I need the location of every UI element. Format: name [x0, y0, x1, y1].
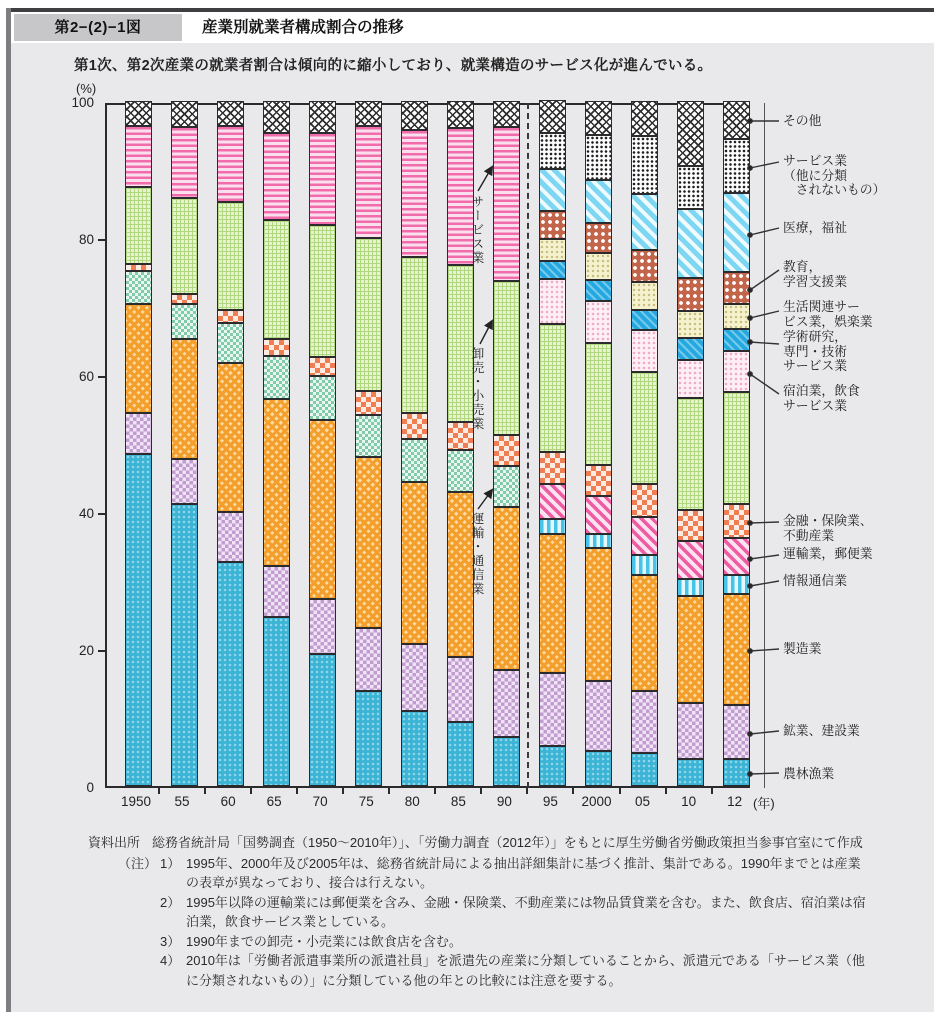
note-item-2 [160, 893, 870, 932]
x-axis-year-label: 70 [312, 794, 328, 809]
bar-segment [539, 169, 566, 211]
bar-segment [263, 101, 290, 133]
bar-segment [355, 126, 382, 238]
legend-item-ict: 情報通信業 [783, 573, 847, 588]
bar-segment [171, 127, 198, 198]
bar-segment [677, 101, 704, 166]
bar-segment [585, 180, 612, 223]
bar-segment [723, 392, 750, 504]
figure-summary-text: 第1次、第2次産業の就業者割合は傾向的に縮小しており、就業構造のサービス化が進んでいる。 [74, 58, 713, 74]
bar-segment [723, 139, 750, 194]
bar-segment [677, 510, 704, 542]
bar-segment [585, 751, 612, 786]
bar-segment [677, 360, 704, 398]
note-number: 1） [160, 855, 181, 871]
x-axis-unit-label: (年) [753, 796, 775, 811]
bar-segment [263, 356, 290, 399]
bar-segment [493, 670, 520, 737]
x-axis-year-label: 2000 [581, 794, 612, 809]
bar-segment [585, 301, 612, 343]
note-item-1 [160, 854, 870, 893]
bar-segment [171, 198, 198, 293]
bar-segment [263, 566, 290, 617]
bar-segment [631, 575, 658, 691]
bar-segment [171, 504, 198, 786]
bar-segment [723, 101, 750, 139]
bar-segment [677, 703, 704, 758]
bar-segment [493, 281, 520, 434]
bar-segment [631, 517, 658, 555]
bar-segment [723, 272, 750, 304]
bar-segment [539, 211, 566, 239]
note-label: （注） [118, 855, 158, 871]
bar-segment [217, 323, 244, 363]
bar-segment [125, 126, 152, 188]
bar-segment [631, 310, 658, 331]
bar-segment [585, 465, 612, 497]
bar-segment [631, 136, 658, 194]
bar-segment [401, 711, 428, 786]
bar-segment [539, 673, 566, 746]
bar-segment [217, 363, 244, 512]
bar-segment [723, 193, 750, 272]
bar-segment [171, 294, 198, 304]
y-axis-tick [98, 650, 105, 652]
bar-segment [539, 534, 566, 673]
x-axis-year-label: 65 [266, 794, 282, 809]
y-axis-label: 60 [78, 369, 94, 384]
bar-segment [677, 541, 704, 579]
bar-segment [723, 504, 750, 538]
note-item-4 [160, 951, 870, 990]
bar-segment [493, 435, 520, 467]
source-label: 資料出所 [88, 835, 141, 850]
bar-segment [539, 746, 566, 786]
bar-segment [263, 220, 290, 339]
y-axis-tick [98, 376, 105, 378]
bar-segment [309, 654, 336, 786]
legend-item-agriculture: 農林漁業 [783, 766, 835, 781]
x-axis-year-label: 85 [450, 794, 466, 809]
legend-item-transport-postal: 運輸業，郵便業 [783, 546, 873, 561]
y-axis-unit-label: (%) [76, 81, 97, 96]
bar-segment [677, 579, 704, 596]
x-axis-year-label: 90 [496, 794, 512, 809]
bar-segment [677, 759, 704, 786]
in-chart-label-services: サービス業 [470, 195, 484, 265]
bar-segment [493, 101, 520, 127]
x-axis-year-label: 55 [174, 794, 190, 809]
bar-segment [493, 737, 520, 786]
bar-segment [125, 413, 152, 454]
note-number: 4） [160, 953, 181, 968]
bar-segment [585, 343, 612, 465]
x-axis-year-label: 75 [358, 794, 374, 809]
bar-segment [585, 681, 612, 751]
bar-segment [401, 257, 428, 413]
note-number: 2） [160, 894, 181, 910]
bar-segment [677, 398, 704, 510]
bar-segment [401, 644, 428, 711]
figure-number-badge: 第2−(2)−1図 [14, 14, 182, 41]
legend-item-accommodation-food: 宿泊業，飲食 サービス業 [783, 383, 860, 413]
bar-segment [263, 399, 290, 566]
bar-segment [723, 351, 750, 392]
note-text: 1995年、2000年及び2005年は、総務省統計局による抽出詳細集計に基づく推計、集計である。1990年までとは産業の表章が異なっており、接合は行えない。 [186, 855, 861, 890]
bar-segment [493, 507, 520, 669]
bar-segment [585, 101, 612, 135]
x-axis-year-label: 1950 [120, 794, 152, 809]
bar-segment [401, 101, 428, 130]
bar-segment [585, 135, 612, 180]
bar-segment [585, 534, 612, 548]
bar-segment [217, 126, 244, 202]
bar-segment [539, 261, 566, 279]
bar-segment [677, 311, 704, 338]
bar-segment [493, 466, 520, 507]
bar-segment [539, 239, 566, 261]
bar-segment [677, 338, 704, 360]
bar-segment [171, 339, 198, 460]
bar-segment [309, 225, 336, 357]
bar-segment [355, 101, 382, 126]
bar-segment [723, 594, 750, 706]
bar-segment [217, 562, 244, 786]
bar-segment [539, 484, 566, 519]
bar-segment [217, 101, 244, 126]
bar-segment [677, 209, 704, 279]
y-axis-label: 40 [78, 506, 94, 521]
bar-segment [539, 133, 566, 169]
bar-segment [447, 722, 474, 786]
bar-segment [539, 519, 566, 534]
x-axis-year-label: 80 [404, 794, 420, 809]
bar-segment [585, 548, 612, 681]
bar-segment [723, 575, 750, 593]
in-chart-label-wholesale-retail: 卸売・小売業 [470, 347, 484, 431]
y-axis-label: 0 [86, 780, 94, 795]
bar-segment [631, 691, 658, 753]
legend-item-others: その他 [783, 113, 822, 128]
note-text: 2010年は「労働者派遣事業所の派遣社員」を派遣先の産業に分類していることから、派遣元である「サービス業（他に分類されないもの）」に分類している他の年との比較には注意を要する。 [186, 953, 865, 988]
y-axis-label: 20 [78, 643, 94, 658]
bar-segment [355, 628, 382, 691]
bar-segment [631, 194, 658, 249]
legend-item-services-nec: サービス業 （他に分類 されないもの） [783, 153, 886, 197]
y-axis-label: 100 [71, 95, 94, 110]
bar-segment [263, 133, 290, 219]
figure-title: 産業別就業者構成割合の推移 [202, 19, 404, 36]
bar-segment [309, 357, 336, 376]
bar-segment [401, 482, 428, 644]
note-items [160, 854, 870, 991]
bar-segment [125, 101, 152, 126]
x-axis-year-label: 95 [542, 794, 558, 809]
bar-segment [263, 617, 290, 786]
bar-segment [171, 304, 198, 339]
bar-segment [539, 279, 566, 324]
source-text: 総務省統計局「国勢調査（1950～2010年）」、「労働力調査（2012年）」をもとに厚生労働省労働政策担当参事官室にて作成 [152, 835, 863, 850]
bar-segment [355, 415, 382, 457]
bar-segment [447, 101, 474, 128]
bar-segment [401, 130, 428, 257]
bar-segment [539, 452, 566, 484]
in-chart-label-transport-comm: 運輸・通信業 [470, 512, 484, 596]
bar-segment [401, 439, 428, 482]
bar-segment [631, 330, 658, 371]
legend-item-medical-welfare: 医療，福祉 [783, 220, 847, 235]
chart-plot-area [105, 103, 750, 788]
legend-item-mining-construction: 鉱業、建設業 [783, 723, 860, 738]
bar-segment [263, 339, 290, 356]
bar-segment [125, 271, 152, 305]
bar-segment [631, 555, 658, 575]
x-axis-year-label: 60 [220, 794, 236, 809]
legend-item-education: 教育， 学習支援業 [783, 259, 847, 289]
bar-segment [309, 599, 336, 654]
bar-segment [723, 304, 750, 329]
bar-segment [723, 329, 750, 351]
note-number: 3） [160, 933, 181, 949]
bar-segment [493, 127, 520, 281]
bar-segment [125, 454, 152, 786]
left-border-bar [6, 8, 11, 1012]
bar-segment [677, 166, 704, 208]
bar-segment [677, 596, 704, 703]
x-axis-year-label: 05 [635, 794, 651, 809]
bar-segment [631, 753, 658, 786]
bar-segment [171, 459, 198, 504]
bar-segment [585, 280, 612, 301]
bar-segment [447, 450, 474, 492]
bar-segment [677, 278, 704, 310]
bar-segment [631, 372, 658, 484]
bar-segment [309, 420, 336, 599]
bar-segment [539, 100, 566, 132]
y-axis-label: 80 [78, 232, 94, 247]
bar-segment [585, 496, 612, 534]
bar-segment [355, 457, 382, 628]
bar-segment [355, 238, 382, 391]
bar-segment [355, 391, 382, 414]
bar-segment [585, 253, 612, 280]
bar-segment [217, 512, 244, 562]
bar-segment [723, 705, 750, 758]
bar-segment [447, 657, 474, 723]
x-axis-year-label: 10 [681, 794, 697, 809]
bar-segment [217, 310, 244, 323]
bar-segment [309, 101, 336, 133]
bar-segment [585, 223, 612, 253]
bar-segment [125, 187, 152, 264]
bar-segment [631, 282, 658, 310]
bar-segment [355, 691, 382, 786]
bar-segment [723, 538, 750, 575]
classification-break-dashed-line [527, 103, 529, 788]
bar-segment [401, 413, 428, 439]
legend-item-academic: 学術研究， 専門・技術 サービス業 [783, 329, 847, 373]
plot-right-frame-line [764, 103, 765, 788]
source-notes-block [88, 833, 934, 990]
note-text: 1995年以降の運輸業には郵便業を含み、金融・保険業、不動産業には物品賃貸業を含む。また、飲食店、宿泊業は宿泊業，飲食サービス業としている。 [186, 894, 866, 929]
bar-segment [309, 133, 336, 225]
bar-segment [171, 101, 198, 127]
y-axis-tick [98, 513, 105, 515]
note-text: 1990年までの卸売・小売業には飲食店を含む。 [186, 933, 462, 949]
bar-segment [125, 304, 152, 412]
bar-segment [631, 101, 658, 136]
bar-segment [631, 250, 658, 282]
legend-item-finance: 金融・保険業、 不動産業 [783, 513, 873, 543]
bar-segment [309, 376, 336, 420]
bar-segment [631, 484, 658, 518]
bar-segment [125, 264, 152, 271]
x-axis-year-label: 12 [727, 794, 743, 809]
note-item-3 [160, 932, 870, 952]
legend-item-manufacturing: 製造業 [783, 641, 822, 656]
bar-segment [723, 759, 750, 786]
legend-item-life-entertainment: 生活関連サー ビス業，娯楽業 [783, 299, 873, 329]
bar-segment [539, 324, 566, 452]
y-axis-tick [98, 239, 105, 241]
bar-segment [217, 202, 244, 310]
